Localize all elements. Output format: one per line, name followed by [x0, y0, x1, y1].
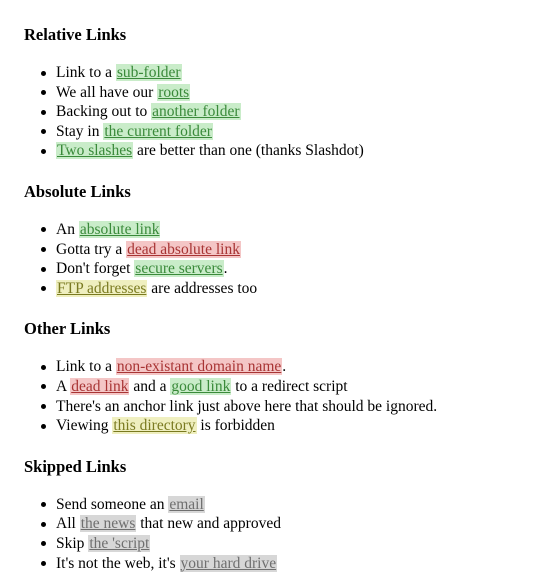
section-heading: Skipped Links [24, 456, 127, 476]
link-another-folder[interactable]: another folder [152, 103, 240, 121]
link-sub-folder[interactable]: sub-folder [116, 64, 181, 81]
section-heading: Absolute Links [24, 181, 131, 201]
list-item: Link to a non-existant domain name. [56, 357, 560, 377]
link-list [24, 357, 560, 435]
bullet-icon [41, 404, 46, 409]
link-two-slashes[interactable]: Two slashes [57, 142, 133, 160]
list-item: FTP addresses are addresses too [56, 279, 560, 299]
bullet-icon [41, 71, 46, 76]
bullet-icon [41, 561, 46, 566]
list-item: Two slashes are better than one (thanks Slashdot) [56, 141, 560, 161]
section-heading: Relative Links [24, 25, 127, 44]
bullet-icon [41, 129, 46, 134]
list-item: Send someone an email [56, 495, 560, 515]
list-item: Stay in the current folder [56, 122, 560, 142]
list-item: There's an anchor link just above here that should be ignored. [56, 397, 560, 417]
link-dead-absolute[interactable]: dead absolute link [127, 240, 240, 258]
link-good[interactable]: good link [171, 377, 231, 395]
bullet-icon [41, 90, 46, 95]
bullet-icon [41, 227, 46, 232]
list-item: Skip the 'script [56, 534, 560, 554]
link-email[interactable]: email [169, 495, 204, 513]
link-the-script[interactable]: the 'script [89, 534, 150, 552]
link-current-folder[interactable]: the current folder [104, 122, 212, 140]
bullet-icon [41, 110, 46, 115]
list-item: Gotta try a dead absolute link [56, 240, 560, 260]
list-item: All the news that new and approved [56, 514, 560, 534]
link-list [24, 220, 560, 298]
bullet-icon [41, 365, 46, 370]
section-heading: Other Links [24, 319, 111, 339]
bullet-icon [41, 502, 46, 507]
list-item: Viewing this directory is forbidden [56, 416, 560, 436]
link-list [24, 63, 560, 161]
section-absolute-links [24, 181, 560, 298]
link-this-directory[interactable]: this directory [113, 417, 196, 435]
list-item: Backing out to another folder [56, 102, 560, 122]
list-item: A dead link and a good link to a redirect script [56, 377, 560, 397]
link-hard-drive[interactable]: your hard drive [180, 554, 277, 572]
list-item: An absolute link [56, 220, 560, 240]
bullet-icon [41, 286, 46, 291]
list-item: It's not the web, it's your hard drive [56, 554, 560, 574]
list-item: Link to a sub-folder [56, 63, 560, 83]
section-skipped-links [24, 456, 560, 573]
section-other-links [24, 318, 560, 435]
bullet-icon [41, 149, 46, 154]
bullet-icon [41, 384, 46, 389]
bullet-icon [41, 267, 46, 272]
link-list [24, 495, 560, 573]
link-secure-servers[interactable]: secure servers [135, 260, 223, 278]
list-item: Don't forget secure servers. [56, 259, 560, 279]
bullet-icon [41, 247, 46, 252]
bullet-icon [41, 541, 46, 546]
list-item: We all have our roots [56, 83, 560, 103]
link-absolute[interactable]: absolute link [79, 220, 160, 238]
link-roots[interactable]: roots [158, 83, 190, 101]
bullet-icon [41, 522, 46, 527]
link-ftp-addresses[interactable]: FTP addresses [57, 279, 147, 297]
link-non-existant-domain[interactable]: non-existant domain name [116, 358, 282, 376]
link-the-news[interactable]: the news [80, 515, 136, 533]
bullet-icon [41, 424, 46, 429]
link-dead[interactable]: dead link [71, 377, 129, 395]
section-relative-links [24, 24, 560, 161]
